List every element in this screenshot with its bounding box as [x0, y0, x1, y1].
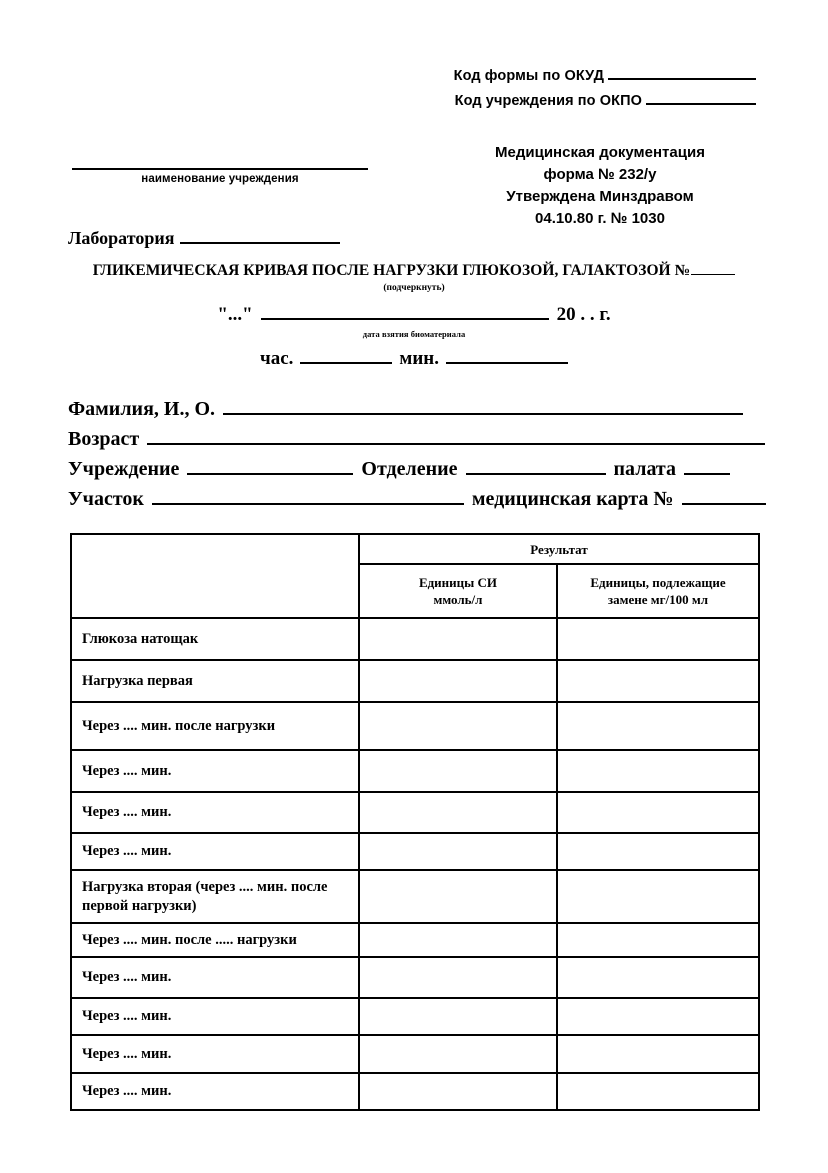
row-value-mg-cell[interactable] [557, 618, 759, 660]
table-row [71, 750, 759, 792]
laboratory-label: Лаборатория [68, 228, 175, 249]
table-row [71, 870, 759, 923]
okpo-blank-line[interactable] [646, 92, 756, 105]
row-label-cell: Через .... мин. [71, 998, 359, 1035]
row-value-mg-cell[interactable] [557, 750, 759, 792]
patient-age-label: Возраст [68, 428, 140, 450]
meddoc-line-4: 04.10.80 г. № 1030 [535, 210, 665, 227]
institution-name-field[interactable] [72, 168, 368, 185]
patient-institution-blank-line[interactable] [187, 457, 353, 475]
header-units-mg [557, 564, 759, 618]
patient-name-row [68, 394, 760, 424]
patient-ward-blank-line[interactable] [684, 457, 730, 475]
row-value-si-cell[interactable] [359, 618, 557, 660]
okud-code-row [454, 64, 756, 89]
patient-age-row [68, 424, 760, 454]
time-field [0, 347, 828, 370]
results-table-head [71, 534, 759, 618]
hours-blank-line[interactable] [300, 347, 392, 364]
table-row [71, 1073, 759, 1110]
row-value-mg-cell[interactable] [557, 923, 759, 957]
minutes-blank-line[interactable] [446, 347, 568, 364]
meddoc-line-3: Утверждена Минздравом [506, 188, 694, 205]
okpo-label: Код учреждения по ОКПО [454, 93, 642, 109]
meddoc-line-1: Медицинская документация [495, 144, 705, 161]
results-table-body [71, 618, 759, 1110]
table-row [71, 702, 759, 750]
row-label-cell: Через .... мин. [71, 750, 359, 792]
row-value-mg-cell[interactable] [557, 833, 759, 870]
header-units-mg-line2: замене мг/100 мл [607, 592, 709, 607]
date-blank-line[interactable] [261, 303, 549, 320]
row-value-si-cell[interactable] [359, 792, 557, 833]
row-value-si-cell[interactable] [359, 998, 557, 1035]
row-value-mg-cell[interactable] [557, 702, 759, 750]
row-value-si-cell[interactable] [359, 923, 557, 957]
row-label-cell: Через .... мин. [71, 1035, 359, 1073]
table-row [71, 792, 759, 833]
header-units-si-line1: Единицы СИ [418, 575, 498, 590]
table-row [71, 1035, 759, 1073]
patient-card-label: медицинская карта № [471, 488, 674, 510]
date-year-label: 20 . . г. [556, 303, 611, 325]
table-row [71, 998, 759, 1035]
date-quote-marks: "..." [217, 303, 253, 325]
date-caption: дата взятия биоматериала [362, 329, 466, 339]
medical-documentation-block [440, 142, 760, 230]
row-label-cell: Через .... мин. после нагрузки [71, 702, 359, 750]
okud-blank-line[interactable] [608, 67, 756, 80]
form-codes-block [454, 64, 756, 114]
minutes-label: мин. [399, 347, 439, 369]
row-label-cell: Нагрузка первая [71, 660, 359, 702]
row-label-cell: Через .... мин. после ..... нагрузки [71, 923, 359, 957]
page-title [0, 262, 828, 280]
header-result: Результат [359, 534, 759, 564]
patient-district-label: Участок [68, 488, 144, 510]
patient-name-label: Фамилия, И., О. [68, 398, 216, 420]
row-value-mg-cell[interactable] [557, 957, 759, 998]
laboratory-field [68, 228, 340, 249]
header-units-si [359, 564, 557, 618]
row-value-si-cell[interactable] [359, 660, 557, 702]
table-row [71, 660, 759, 702]
table-header-row-1 [71, 534, 759, 564]
row-label-cell: Через .... мин. [71, 957, 359, 998]
okud-label: Код формы по ОКУД [453, 68, 604, 84]
patient-name-blank-line[interactable] [223, 397, 743, 415]
patient-department-label: Отделение [361, 458, 458, 480]
row-value-si-cell[interactable] [359, 1035, 557, 1073]
table-row [71, 957, 759, 998]
row-value-mg-cell[interactable] [557, 1035, 759, 1073]
page-title-text: ГЛИКЕМИЧЕСКАЯ КРИВАЯ ПОСЛЕ НАГРУЗКИ ГЛЮКОЗОЙ, ГАЛАКТОЗОЙ № [92, 262, 691, 280]
row-label-cell: Через .... мин. [71, 1073, 359, 1110]
header-blank-cell [71, 534, 359, 618]
patient-card-blank-line[interactable] [682, 487, 766, 505]
table-row [71, 618, 759, 660]
row-label-cell: Глюкоза натощак [71, 618, 359, 660]
row-value-si-cell[interactable] [359, 1073, 557, 1110]
patient-ward-label: палата [613, 458, 677, 480]
table-row [71, 923, 759, 957]
patient-district-row [68, 484, 760, 514]
meddoc-line-2: форма № 232/у [543, 166, 657, 183]
patient-district-blank-line[interactable] [152, 487, 464, 505]
row-value-mg-cell[interactable] [557, 792, 759, 833]
hours-label: час. [260, 347, 294, 369]
row-value-mg-cell[interactable] [557, 998, 759, 1035]
patient-department-blank-line[interactable] [466, 457, 606, 475]
row-value-si-cell[interactable] [359, 750, 557, 792]
row-label-cell: Нагрузка вторая (через .... мин. после первой нагрузки) [71, 870, 359, 923]
row-value-mg-cell[interactable] [557, 870, 759, 923]
patient-age-blank-line[interactable] [147, 427, 765, 445]
okpo-code-row [454, 89, 756, 114]
patient-info-block [68, 394, 760, 514]
institution-name-caption: наименование учреждения [141, 173, 299, 185]
row-value-si-cell[interactable] [359, 957, 557, 998]
row-value-mg-cell[interactable] [557, 1073, 759, 1110]
row-value-mg-cell[interactable] [557, 660, 759, 702]
header-units-mg-line1: Единицы, подлежащие [590, 575, 726, 590]
header-units-si-line2: ммоль/л [433, 592, 483, 607]
laboratory-blank-line[interactable] [180, 228, 340, 244]
title-number-blank-line[interactable] [691, 262, 735, 275]
row-value-si-cell[interactable] [359, 870, 557, 923]
patient-institution-label: Учреждение [68, 458, 180, 480]
row-value-si-cell[interactable] [359, 833, 557, 870]
row-value-si-cell[interactable] [359, 702, 557, 750]
row-label-cell: Через .... мин. [71, 792, 359, 833]
patient-institution-row [68, 454, 760, 484]
title-note: (подчеркнуть) [383, 283, 445, 293]
date-field [0, 303, 828, 326]
row-label-cell: Через .... мин. [71, 833, 359, 870]
table-row [71, 833, 759, 870]
results-table [70, 533, 760, 1111]
